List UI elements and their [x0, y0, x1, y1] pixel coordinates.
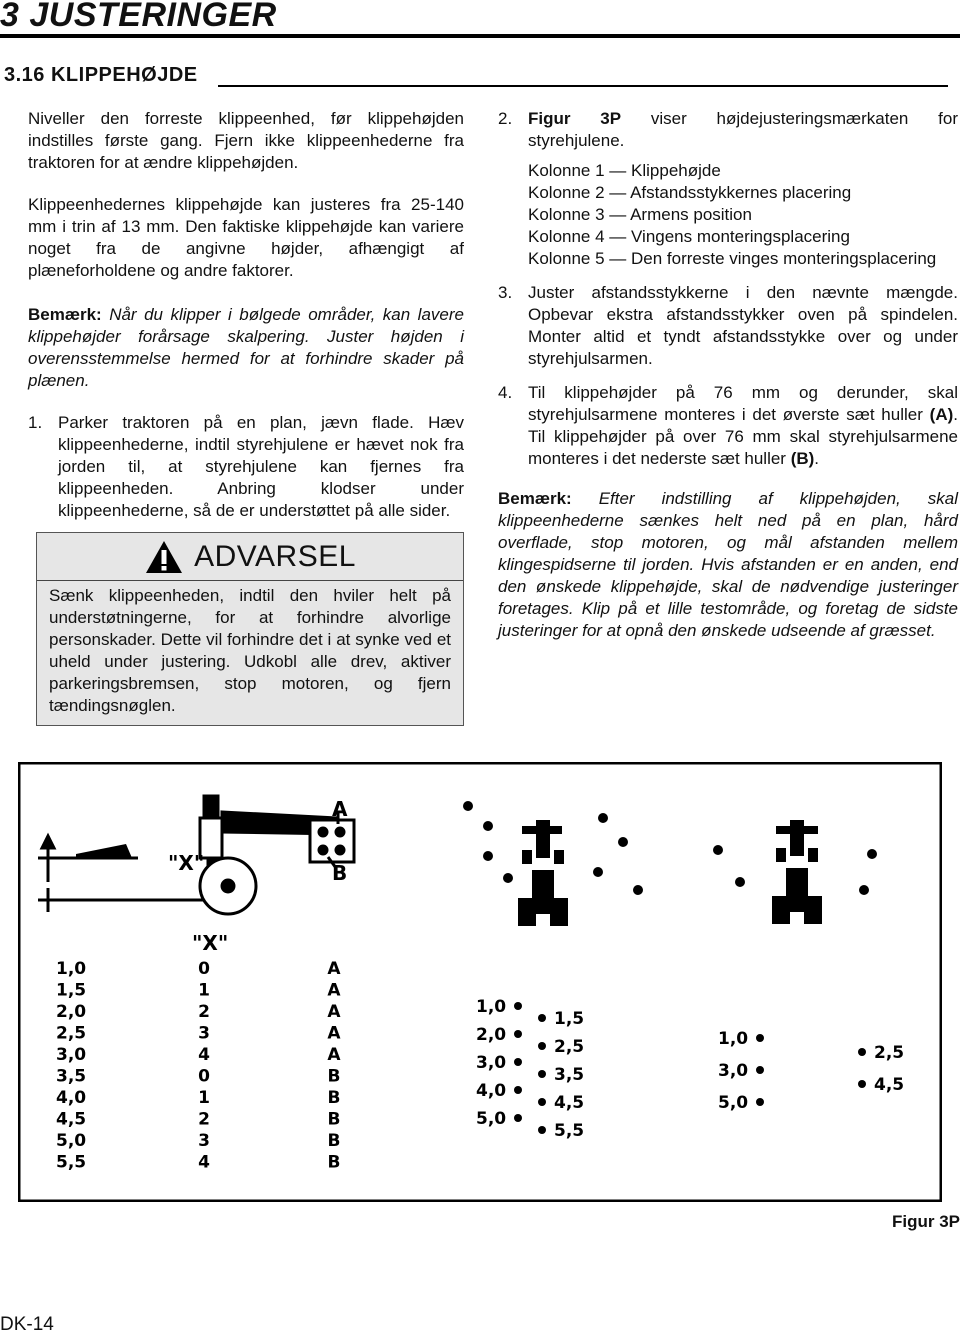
table-cell-x: 2: [198, 1002, 210, 1022]
table-cell-height: 5,5: [56, 1152, 87, 1173]
note-text: Efter indstilling af klippehøjden, skal klippeenhederne sænkes helt ned på en plan, hård overflade, stop motoren, og mål afstanden mellem klingespidserne til jorden. Hvis afstanden er en anden, end den ønskede klippehøjde, skal de nødvendige justeringer foretages. Klip på et lille testområde, og foretag de sidste justeringer for at opnå den ønskede udseende af græsset.: [498, 489, 958, 640]
note-label: Bemærk:: [498, 489, 572, 508]
section-title: 3.16 KLIPPEHØJDE: [4, 64, 198, 86]
wing-left-dot: [514, 1002, 522, 1010]
table-cell-x: 4: [198, 1045, 210, 1065]
table-cell-height: 4,0: [56, 1088, 87, 1108]
column-legend: [528, 160, 958, 270]
wing-left-label: 1,0: [476, 997, 507, 1017]
table-cell-position: A: [327, 1002, 341, 1022]
table-cell-height: 1,5: [56, 980, 87, 1001]
table-cell-position: A: [327, 980, 341, 1001]
label-b: B: [332, 861, 348, 885]
warning-text: Sænk klippeenheden, indtil den hviler helt på understøtningerne, for at forhindre alvorlige personskader. Dette vil forhindre det i at synke ved et uheld under justering. Udkobl alle drev, aktiver parkeringsbremsen, stop motoren, og fjern tændingsnøglen.: [49, 586, 451, 715]
legend-item: Kolonne 5 — Den forreste vinges monteringsplacering: [528, 249, 937, 268]
front-right-label: 4,5: [874, 1075, 905, 1095]
step-text: Parker traktoren på en plan, jævn flade. Hæv klippeenhederne, indtil styrehjulene er hævet nok fra jorden til, at styrehjulene kan fjernes fra klippeenheden. Anbring klodser under klippeenhederne, så de er understøttet på alle sider.: [58, 413, 464, 520]
table-cell-position: B: [327, 1131, 341, 1151]
table-header-x: "X": [192, 931, 229, 955]
wing-right-label: 4,5: [554, 1093, 585, 1113]
table-cell-height: 2,0: [56, 1002, 87, 1022]
left-column: [28, 108, 464, 522]
table-cell-position: B: [327, 1088, 341, 1108]
table-cell-x: 3: [198, 1023, 210, 1044]
table-cell-position: B: [327, 1152, 341, 1173]
table-cell-x: 4: [198, 1152, 210, 1173]
wing-right-dot: [538, 1098, 546, 1106]
step-number: 4.: [498, 383, 513, 402]
legend-item: Kolonne 3 — Armens position: [528, 205, 752, 224]
front-left-label: 5,0: [718, 1093, 749, 1113]
wing-right-label: 1,5: [554, 1009, 585, 1029]
step-4: [498, 382, 958, 470]
wing-right-dot: [538, 1126, 546, 1134]
step-text: Figur 3P viser højdejusteringsmærkaten for styrehjulene.: [528, 109, 958, 150]
wing-left-label: 4,0: [476, 1081, 507, 1101]
warning-header: [37, 533, 463, 581]
legend-item: Kolonne 1 — Klippehøjde: [528, 161, 721, 180]
warning-box: [36, 532, 464, 726]
step-number: 2.: [498, 109, 513, 128]
step-number: 3.: [498, 283, 513, 302]
height-adjustment-decal: [18, 762, 942, 1202]
front-right-dot: [858, 1048, 866, 1056]
wing-left-dot: [514, 1030, 522, 1038]
front-left-label: 3,0: [718, 1061, 749, 1081]
table-cell-height: 3,0: [56, 1045, 87, 1065]
step-3: [498, 282, 958, 370]
table-cell-position: A: [327, 1023, 341, 1044]
chapter-title: 3 JUSTERINGER: [0, 0, 277, 34]
note-text: Når du klipper i bølgede områder, kan lavere klippehøjder forårsage skalpering. Juster højden i overensstemmelse hermed for at forhindre skader på plænen.: [28, 305, 464, 390]
legend-item: Kolonne 2 — Afstandsstykkernes placering: [528, 183, 852, 202]
table-cell-height: 4,5: [56, 1109, 87, 1130]
front-right-dot: [858, 1080, 866, 1088]
table-cell-x: 0: [198, 959, 210, 979]
wing-right-label: 5,5: [554, 1121, 585, 1141]
wing-right-label: 3,5: [554, 1065, 585, 1085]
table-cell-x: 0: [198, 1066, 210, 1087]
step-2: [498, 108, 958, 152]
page-number: DK-14: [0, 1314, 54, 1335]
wing-left-label: 3,0: [476, 1053, 507, 1073]
intro-paragraph: Niveller den forreste klippeenhed, før klippehøjden indstilles første gang. Fjern ikke klippeenhederne fra traktoren for at ændre klippehøjden.: [28, 109, 464, 172]
front-right-label: 2,5: [874, 1043, 905, 1063]
note-paragraph: [498, 488, 958, 642]
front-left-dot: [756, 1066, 764, 1074]
label-a: A: [332, 797, 348, 821]
table-cell-height: 5,0: [56, 1131, 87, 1151]
table-cell-position: A: [327, 959, 341, 979]
wing-left-dot: [514, 1086, 522, 1094]
height-range-paragraph: Klippeenhedernes klippehøjde kan justeres fra 25-140 mm i trin af 13 mm. Den faktiske klippehøjde kan variere noget fra de angivne højder, afhængigt af plæneforholdene og andre faktorer.: [28, 195, 464, 280]
table-cell-x: 1: [198, 980, 210, 1001]
chapter-rule: [0, 34, 960, 38]
note-paragraph: [28, 304, 464, 392]
table-cell-position: A: [327, 1045, 341, 1065]
label-x: "X": [168, 851, 205, 875]
wing-left-dot: [514, 1114, 522, 1122]
table-cell-x: 1: [198, 1088, 210, 1108]
table-cell-height: 1,0: [56, 959, 87, 979]
wing-left-dot: [514, 1058, 522, 1066]
wing-right-dot: [538, 1042, 546, 1050]
step-number: 1.: [28, 413, 43, 432]
wing-left-label: 5,0: [476, 1109, 507, 1129]
note-label: Bemærk:: [28, 305, 102, 324]
warning-triangle-icon: [144, 539, 184, 575]
figure-caption: Figur 3P: [891, 1212, 960, 1231]
right-column: [498, 108, 958, 642]
section-rule: [218, 85, 948, 87]
wing-left-label: 2,0: [476, 1025, 507, 1045]
warning-divider: [37, 580, 463, 581]
wing-right-label: 2,5: [554, 1037, 585, 1057]
step-text: Til klippehøjder på 76 mm og derunder, skal styrehjulsarmene monteres i det øverste sæt huller (A). Til klippehøjder på over 76 mm skal styrehjulsarmene monteres i det nederste sæt huller (B).: [528, 383, 958, 468]
step-text: Juster afstandsstykkerne i den nævnte mængde. Opbevar ekstra afstandsstykker oven på spindelen. Monter altid et tyndt afstandsstykke over og under styrehjulsarmen.: [528, 283, 958, 368]
table-cell-position: B: [327, 1109, 341, 1130]
table-cell-x: 2: [198, 1109, 210, 1130]
table-cell-height: 2,5: [56, 1023, 87, 1044]
table-cell-x: 3: [198, 1131, 210, 1151]
front-left-dot: [756, 1098, 764, 1106]
table-cell-height: 3,5: [56, 1066, 87, 1087]
front-left-label: 1,0: [718, 1029, 749, 1049]
front-left-dot: [756, 1034, 764, 1042]
wing-right-dot: [538, 1014, 546, 1022]
table-cell-position: B: [327, 1066, 341, 1087]
wing-right-dot: [538, 1070, 546, 1078]
figure-reference: Figur 3P: [528, 109, 622, 128]
step-1: [28, 412, 464, 522]
legend-item: Kolonne 4 — Vingens monteringsplacering: [528, 227, 850, 246]
warning-title: ADVARSEL: [194, 540, 356, 573]
